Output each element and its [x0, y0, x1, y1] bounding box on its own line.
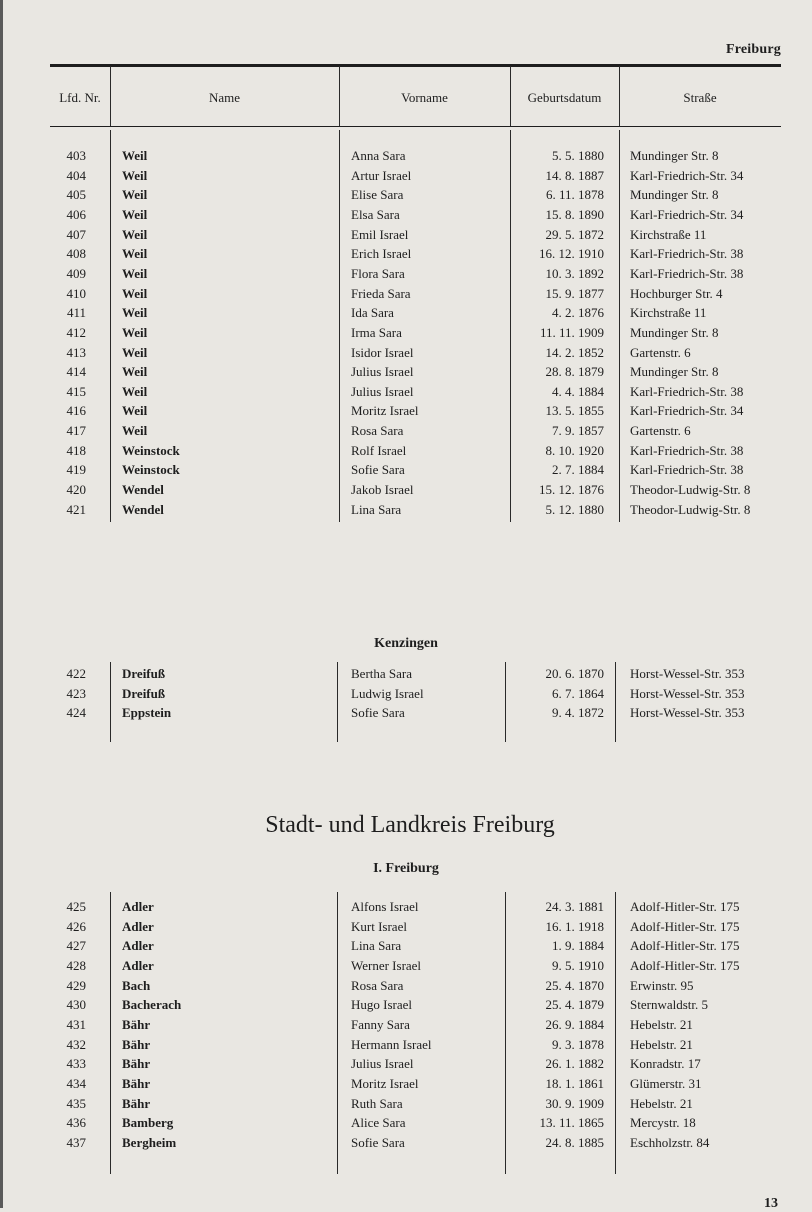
row-vorname: Moritz Israel	[351, 403, 419, 419]
table-row	[0, 1094, 812, 1114]
row-vorname: Hermann Israel	[351, 1036, 432, 1052]
row-name: Bähr	[122, 1075, 151, 1091]
row-strasse: Glümerstr. 31	[630, 1075, 702, 1091]
row-strasse: Mundinger Str. 8	[630, 187, 719, 203]
row-geburtsdatum: 13. 11. 1865	[539, 1115, 604, 1131]
row-geburtsdatum: 20. 6. 1870	[545, 666, 604, 681]
page-number: 13	[764, 1196, 778, 1211]
row-vorname: Ludwig Israel	[351, 685, 424, 701]
row-name: Dreifuß	[122, 666, 166, 681]
row-number: 404	[66, 167, 86, 183]
row-vorname: Rosa Sara	[351, 977, 404, 993]
table-row	[0, 1054, 812, 1074]
row-number: 412	[66, 324, 86, 340]
freiburg-subheading: I. Freiburg	[373, 861, 439, 876]
row-name: Wendel	[122, 501, 164, 517]
table-row	[0, 166, 812, 186]
row-name: Weil	[122, 285, 148, 301]
header-divider	[619, 66, 620, 127]
row-geburtsdatum: 30. 9. 1909	[545, 1095, 604, 1111]
table-row	[0, 284, 812, 304]
row-number: 415	[66, 383, 86, 399]
table-row	[0, 323, 812, 343]
row-name: Weil	[122, 403, 148, 419]
row-geburtsdatum: 26. 9. 1884	[545, 1016, 604, 1032]
row-geburtsdatum: 7. 9. 1857	[552, 423, 604, 439]
row-strasse: Karl-Friedrich-Str. 38	[630, 383, 744, 399]
header-name: Name	[208, 90, 241, 105]
row-geburtsdatum: 18. 1. 1861	[545, 1075, 604, 1091]
table-row	[0, 244, 812, 264]
row-number: 419	[66, 462, 86, 478]
row-strasse: Sternwaldstr. 5	[630, 997, 708, 1013]
row-strasse: Karl-Friedrich-Str. 34	[630, 403, 744, 419]
row-strasse: Horst-Wessel-Str. 353	[630, 666, 745, 681]
row-geburtsdatum: 5. 12. 1880	[545, 501, 604, 517]
row-name: Dreifuß	[122, 685, 166, 701]
row-strasse: Adolf-Hitler-Str. 175	[630, 918, 740, 934]
table-row	[0, 185, 812, 205]
row-geburtsdatum: 15. 9. 1877	[545, 285, 604, 301]
row-vorname: Sofie Sara	[351, 705, 405, 721]
row-strasse: Eschholzstr. 84	[630, 1134, 710, 1150]
row-name: Adler	[122, 938, 154, 954]
row-number: 414	[66, 364, 86, 380]
row-name: Weil	[122, 364, 148, 380]
header-bottom-rule	[50, 126, 781, 127]
table-row	[0, 146, 812, 166]
row-number: 433	[66, 1056, 86, 1072]
row-vorname: Moritz Israel	[351, 1075, 419, 1091]
table-row	[0, 1133, 812, 1153]
table-row	[0, 303, 812, 323]
row-number: 435	[66, 1095, 86, 1111]
row-number: 425	[66, 899, 86, 914]
table-row	[0, 441, 812, 461]
row-vorname: Alfons Israel	[351, 899, 419, 914]
row-number: 422	[66, 666, 86, 681]
row-vorname: Isidor Israel	[351, 344, 414, 360]
row-geburtsdatum: 14. 2. 1852	[545, 344, 604, 360]
table-row	[0, 897, 812, 917]
row-geburtsdatum: 9. 4. 1872	[552, 705, 604, 721]
table-row	[0, 976, 812, 996]
row-strasse: Karl-Friedrich-Str. 38	[630, 246, 744, 262]
row-vorname: Jakob Israel	[351, 482, 414, 498]
row-geburtsdatum: 25. 4. 1870	[545, 977, 604, 993]
table-row	[0, 1015, 812, 1035]
row-name: Bergheim	[122, 1134, 177, 1150]
row-vorname: Sofie Sara	[351, 462, 405, 478]
header-strasse: Straße	[683, 90, 717, 105]
table-row	[0, 343, 812, 363]
row-number: 406	[66, 206, 86, 222]
row-name: Bacherach	[122, 997, 182, 1013]
row-number: 409	[66, 265, 86, 281]
row-number: 434	[66, 1075, 86, 1091]
row-number: 417	[66, 423, 86, 439]
row-name: Weil	[122, 383, 148, 399]
row-vorname: Hugo Israel	[351, 997, 413, 1013]
row-number: 416	[66, 403, 86, 419]
row-number: 436	[66, 1115, 86, 1131]
row-number: 413	[66, 344, 86, 360]
row-vorname: Sofie Sara	[351, 1134, 405, 1150]
row-geburtsdatum: 26. 1. 1882	[545, 1056, 604, 1072]
row-number: 410	[66, 285, 86, 301]
row-vorname: Rolf Israel	[351, 442, 407, 458]
row-name: Bähr	[122, 1095, 151, 1111]
row-strasse: Adolf-Hitler-Str. 175	[630, 957, 740, 973]
row-geburtsdatum: 16. 12. 1910	[539, 246, 604, 262]
table-row	[0, 956, 812, 976]
row-vorname: Julius Israel	[351, 1056, 414, 1072]
row-name: Eppstein	[122, 705, 172, 721]
row-strasse: Gartenstr. 6	[630, 423, 691, 439]
row-strasse: Karl-Friedrich-Str. 38	[630, 265, 744, 281]
row-vorname: Lina Sara	[351, 501, 402, 517]
table-row	[0, 401, 812, 421]
row-vorname: Anna Sara	[351, 148, 406, 163]
row-number: 423	[66, 685, 86, 701]
row-number: 431	[66, 1016, 86, 1032]
row-geburtsdatum: 2. 7. 1884	[552, 462, 604, 478]
row-strasse: Adolf-Hitler-Str. 175	[630, 938, 740, 954]
row-geburtsdatum: 10. 3. 1892	[545, 265, 604, 281]
table-row	[0, 480, 812, 500]
row-name: Weil	[122, 324, 148, 340]
row-strasse: Hebelstr. 21	[630, 1016, 693, 1032]
row-strasse: Mundinger Str. 8	[630, 324, 719, 340]
row-number: 418	[66, 442, 86, 458]
row-strasse: Karl-Friedrich-Str. 38	[630, 442, 744, 458]
table-row	[0, 664, 812, 684]
table-row	[0, 264, 812, 284]
row-number: 432	[66, 1036, 86, 1052]
row-strasse: Kirchstraße 11	[630, 305, 707, 321]
row-name: Weil	[122, 344, 148, 360]
kenzingen-heading: Kenzingen	[374, 636, 438, 651]
header-geburtsdatum: Geburtsdatum	[527, 90, 602, 105]
header-divider	[339, 66, 340, 127]
row-geburtsdatum: 1. 9. 1884	[552, 938, 604, 954]
table-row	[0, 1113, 812, 1133]
header-vorname: Vorname	[401, 90, 448, 105]
row-vorname: Julius Israel	[351, 383, 414, 399]
row-strasse: Hochburger Str. 4	[630, 285, 723, 301]
table-row	[0, 500, 812, 520]
row-strasse: Theodor-Ludwig-Str. 8	[630, 501, 751, 517]
row-number: 408	[66, 246, 86, 262]
row-strasse: Hebelstr. 21	[630, 1095, 693, 1111]
row-vorname: Alice Sara	[351, 1115, 406, 1131]
row-name: Weil	[122, 265, 148, 281]
row-vorname: Erich Israel	[351, 246, 412, 262]
row-name: Bähr	[122, 1016, 151, 1032]
row-geburtsdatum: 15. 8. 1890	[545, 206, 604, 222]
table-row	[0, 995, 812, 1015]
row-vorname: Werner Israel	[351, 957, 422, 973]
table-row	[0, 460, 812, 480]
row-strasse: Mercystr. 18	[630, 1115, 696, 1131]
row-geburtsdatum: 11. 11. 1909	[539, 324, 604, 340]
row-vorname: Fanny Sara	[351, 1016, 410, 1032]
row-name: Weil	[122, 187, 148, 203]
table-row	[0, 684, 812, 704]
table-row	[0, 1074, 812, 1094]
row-name: Bähr	[122, 1056, 151, 1072]
row-name: Wendel	[122, 482, 164, 498]
row-geburtsdatum: 29. 5. 1872	[545, 226, 604, 242]
row-vorname: Elise Sara	[351, 187, 404, 203]
row-geburtsdatum: 14. 8. 1887	[545, 167, 604, 183]
row-number: 403	[66, 148, 86, 163]
row-vorname: Rosa Sara	[351, 423, 404, 439]
row-strasse: Karl-Friedrich-Str. 34	[630, 167, 744, 183]
row-geburtsdatum: 28. 8. 1879	[545, 364, 604, 380]
row-name: Weil	[122, 423, 148, 439]
row-strasse: Mundinger Str. 8	[630, 364, 719, 380]
row-vorname: Elsa Sara	[351, 206, 400, 222]
row-number: 437	[66, 1134, 86, 1150]
table-row	[0, 936, 812, 956]
row-name: Bamberg	[122, 1115, 174, 1131]
row-number: 411	[66, 305, 86, 321]
table-row	[0, 362, 812, 382]
row-geburtsdatum: 6. 11. 1878	[545, 187, 604, 203]
row-name: Weil	[122, 305, 148, 321]
row-geburtsdatum: 4. 4. 1884	[552, 383, 604, 399]
row-strasse: Horst-Wessel-Str. 353	[630, 705, 745, 721]
header-divider	[110, 66, 111, 127]
row-vorname: Lina Sara	[351, 938, 402, 954]
table-row	[0, 382, 812, 402]
row-strasse: Hebelstr. 21	[630, 1036, 693, 1052]
row-vorname: Emil Israel	[351, 226, 409, 242]
table-row	[0, 1035, 812, 1055]
row-strasse: Erwinstr. 95	[630, 977, 694, 993]
row-strasse: Karl-Friedrich-Str. 34	[630, 206, 744, 222]
table-row	[0, 421, 812, 441]
row-geburtsdatum: 6. 7. 1864	[552, 685, 604, 701]
row-geburtsdatum: 25. 4. 1879	[545, 997, 604, 1013]
row-strasse: Karl-Friedrich-Str. 38	[630, 462, 744, 478]
row-name: Adler	[122, 918, 154, 934]
row-geburtsdatum: 4. 2. 1876	[552, 305, 604, 321]
row-number: 427	[66, 938, 86, 954]
row-name: Weil	[122, 148, 148, 163]
row-geburtsdatum: 5. 5. 1880	[552, 148, 604, 163]
row-strasse: Kirchstraße 11	[630, 226, 707, 242]
row-name: Weil	[122, 226, 148, 242]
row-name: Weinstock	[122, 462, 180, 478]
row-vorname: Irma Sara	[351, 324, 402, 340]
row-strasse: Konradstr. 17	[630, 1056, 701, 1072]
row-name: Weil	[122, 206, 148, 222]
row-geburtsdatum: 9. 3. 1878	[552, 1036, 604, 1052]
row-strasse: Horst-Wessel-Str. 353	[630, 685, 745, 701]
row-name: Weinstock	[122, 442, 180, 458]
header-top-rule	[50, 64, 781, 67]
row-vorname: Frieda Sara	[351, 285, 411, 301]
header-nr: Lfd. Nr.	[59, 90, 101, 105]
row-name: Weil	[122, 167, 148, 183]
table-row	[0, 703, 812, 723]
row-vorname: Flora Sara	[351, 265, 405, 281]
row-strasse: Gartenstr. 6	[630, 344, 691, 360]
row-number: 424	[66, 705, 86, 721]
header-divider	[510, 66, 511, 127]
row-vorname: Julius Israel	[351, 364, 414, 380]
row-name: Adler	[122, 899, 154, 914]
row-number: 420	[66, 482, 86, 498]
row-number: 428	[66, 957, 86, 973]
row-geburtsdatum: 9. 5. 1910	[552, 957, 604, 973]
table-row	[0, 205, 812, 225]
row-strasse: Theodor-Ludwig-Str. 8	[630, 482, 751, 498]
row-number: 407	[66, 226, 86, 242]
row-name: Adler	[122, 957, 154, 973]
row-geburtsdatum: 24. 8. 1885	[545, 1134, 604, 1150]
row-name: Bähr	[122, 1036, 151, 1052]
row-vorname: Bertha Sara	[351, 666, 413, 681]
row-name: Bach	[122, 977, 151, 993]
row-name: Weil	[122, 246, 148, 262]
row-number: 421	[66, 501, 86, 517]
row-geburtsdatum: 24. 3. 1881	[545, 899, 604, 914]
row-strasse: Mundinger Str. 8	[630, 148, 719, 163]
row-number: 426	[66, 918, 86, 934]
row-geburtsdatum: 8. 10. 1920	[545, 442, 604, 458]
row-strasse: Adolf-Hitler-Str. 175	[630, 899, 740, 914]
row-number: 430	[66, 997, 86, 1013]
row-geburtsdatum: 15. 12. 1876	[539, 482, 604, 498]
running-head: Freiburg	[725, 42, 781, 57]
row-geburtsdatum: 13. 5. 1855	[545, 403, 604, 419]
row-vorname: Kurt Israel	[351, 918, 407, 934]
table-row	[0, 917, 812, 937]
row-vorname: Artur Israel	[351, 167, 412, 183]
row-number: 429	[66, 977, 86, 993]
row-number: 405	[66, 187, 86, 203]
table-row	[0, 225, 812, 245]
row-vorname: Ida Sara	[351, 305, 394, 321]
row-geburtsdatum: 16. 1. 1918	[545, 918, 604, 934]
section-title: Stadt- und Landkreis Freiburg	[265, 812, 555, 838]
row-vorname: Ruth Sara	[351, 1095, 403, 1111]
